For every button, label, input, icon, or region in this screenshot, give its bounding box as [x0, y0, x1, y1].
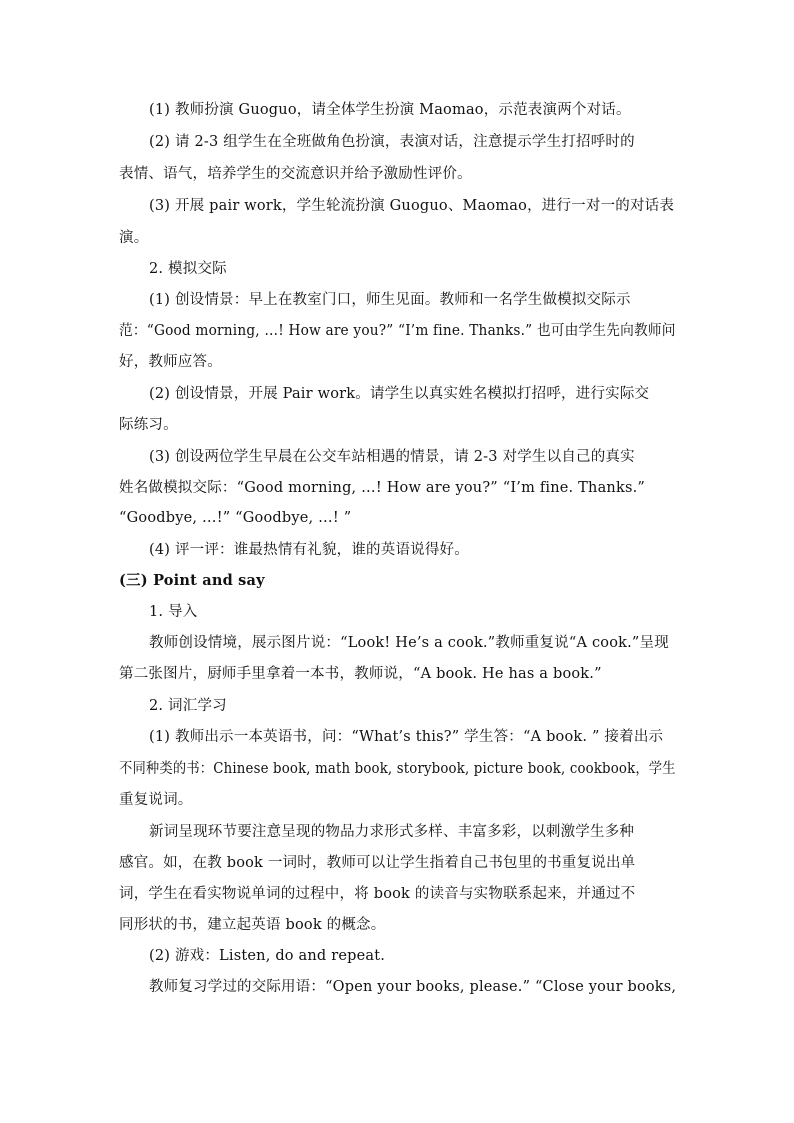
- text-line: 教师创设情境，展示图片说：“Look! He’s a cook.”教师重复说“A cook.”呈现: [149, 635, 669, 651]
- text-line: (2) 创设情景，开展 Pair work。请学生以真实姓名模拟打招呼，进行实际交: [149, 386, 650, 402]
- text-line: 第二张图片，厨师手里拿着一本书，教师说，“A book. He has a book.”: [119, 666, 602, 682]
- text-line: (3) 创设两位学生早晨在公交车站相遇的情景，请 2-3 对学生以自己的真实: [149, 449, 635, 465]
- text-line: 好，教师应答。: [119, 354, 222, 370]
- text-line: 范：“Good morning, …! How are you?” “I’m fine. Thanks.” 也可由学生先向教师问: [119, 323, 676, 339]
- text-line: 教师复习学过的交际用语：“Open your books, please.” “Close your books,: [149, 979, 677, 995]
- text-line: 重复说词。: [119, 792, 193, 808]
- text-line: 演。: [119, 230, 149, 246]
- text-line: (1) 教师出示一本英语书，问：“What’s this?” 学生答：“A book. ” 接着出示: [149, 729, 664, 745]
- text-line: 同形状的书，建立起英语 book 的概念。: [119, 917, 386, 933]
- text-line: 际练习。: [119, 417, 178, 433]
- text-line: (4) 评一评：谁最热情有礼貌，谁的英语说得好。: [149, 542, 469, 558]
- section-heading: 2. 模拟交际: [149, 261, 227, 277]
- text-line: (1) 教师扮演 Guoguo，请全体学生扮演 Maomao，示范表演两个对话。: [149, 102, 631, 118]
- text-line: 新词呈现环节要注意呈现的物品力求形式多样、丰富多彩，以刺激学生多种: [149, 824, 635, 840]
- text-line: 姓名做模拟交际：“Good morning, …! How are you?” “I’m fine. Thanks.”: [119, 480, 646, 496]
- text-line: 感官。如，在教 book 一词时，教师可以让学生指着自己书包里的书重复说出单: [119, 855, 636, 871]
- text-line: “Goodbye, …!” “Goodbye, …! ”: [119, 510, 352, 526]
- text-line: (3) 开展 pair work，学生轮流扮演 Guoguo、Maomao，进行一对一的对话表: [149, 198, 675, 214]
- text-line: (1) 创设情景：早上在教室门口，师生见面。教师和一名学生做模拟交际示: [149, 292, 631, 308]
- text-line: 表情、语气，培养学生的交流意识并给予激励性评价。: [119, 166, 472, 182]
- text-line: (2) 游戏：Listen, do and repeat.: [149, 948, 386, 964]
- text-line: 词，学生在看实物说单词的过程中，将 book 的读音与实物联系起来，并通过不: [119, 886, 636, 902]
- section-heading: 2. 词汇学习: [149, 698, 227, 714]
- text-line: (2) 请 2-3 组学生在全班做角色扮演，表演对话，注意提示学生打招呼时的: [149, 134, 635, 150]
- text-line: 不同种类的书：Chinese book, math book, storybook, picture book, cookbook，学生: [119, 761, 676, 777]
- section-heading: (三) Point and say: [119, 572, 265, 589]
- section-heading: 1. 导入: [149, 604, 198, 620]
